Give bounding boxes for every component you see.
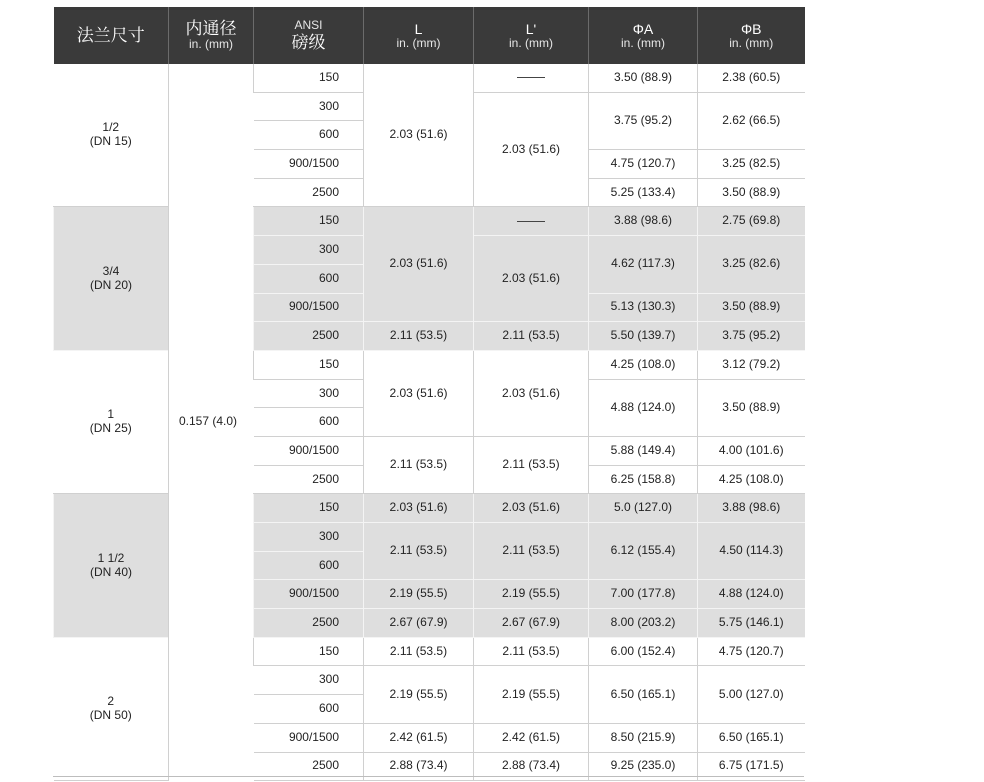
l-cell: 2.42 (61.5) [364,723,474,752]
header-phi-b-unit: in. (mm) [729,35,774,50]
ansi-class-cell: 900/1500 [254,436,364,465]
flange-dn: (DN 50) [89,707,132,722]
phi-b-cell: 3.88 (98.6) [698,494,805,523]
phi-b-cell: 5.75 (146.1) [698,609,805,638]
l-cell: 2.03 (51.6) [364,64,474,207]
phi-b-cell: 2.62 (66.5) [698,92,805,149]
ansi-class-cell: 2500 [254,322,364,351]
l-prime-cell: 2.11 (53.5) [474,436,589,493]
flange-size: 1 1/2 [97,550,125,565]
phi-a-cell: 6.50 (165.1) [589,666,698,723]
phi-b-cell: 3.25 (82.6) [698,236,805,293]
flange-dimension-table-container [53,7,805,781]
header-phi-b-label: ΦB [740,20,762,37]
phi-a-cell: 8.50 (215.9) [589,723,698,752]
header-bore-unit: in. (mm) [189,37,233,52]
ansi-class-cell: 900/1500 [254,580,364,609]
l-prime-cell: 2.19 (55.5) [474,666,589,723]
l-prime-cell: 2.88 (73.4) [474,752,589,781]
header-l-prime-unit: in. (mm) [509,35,553,50]
phi-b-cell: 3.50 (88.9) [698,178,805,207]
l-prime-cell: 2.03 (51.6) [474,92,589,207]
l-prime-cell: 2.19 (55.5) [474,580,589,609]
phi-b-cell: 6.50 (165.1) [698,723,805,752]
phi-b-cell: 4.88 (124.0) [698,580,805,609]
ansi-class-cell: 150 [254,350,364,379]
phi-b-cell: 3.25 (82.5) [698,150,805,179]
phi-a-cell: 6.12 (155.4) [589,523,698,580]
ansi-class-cell: 900/1500 [254,293,364,322]
l-cell: 2.11 (53.5) [364,637,474,666]
flange-dimension-table [53,7,805,781]
ansi-class-cell: 150 [254,637,364,666]
header-flange-size-label: 法兰尺寸 [76,25,145,45]
phi-a-cell: 6.00 (152.4) [589,637,698,666]
phi-a-cell: 3.50 (88.9) [589,64,698,92]
flange-size: 1 [107,407,115,422]
dash-line [517,77,545,78]
ansi-class-cell: 600 [254,551,364,580]
l-cell: 2.03 (51.6) [364,207,474,322]
flange-size-cell [54,64,169,207]
phi-b-cell: 3.75 (95.2) [698,322,805,351]
phi-a-cell: 5.88 (149.4) [589,436,698,465]
l-prime-cell: 2.03 (51.6) [474,494,589,523]
l-cell: 2.03 (51.6) [364,494,474,523]
flange-size: 3/4 [102,263,120,278]
flange-size: 2 [107,694,115,709]
l-cell: 2.19 (55.5) [364,666,474,723]
phi-a-cell: 4.25 (108.0) [589,350,698,379]
l-prime-cell: 2.67 (67.9) [474,609,589,638]
l-cell: 2.88 (73.4) [364,752,474,781]
l-cell: 2.03 (51.6) [364,350,474,436]
header-flange-size [54,7,169,64]
phi-a-cell: 9.25 (235.0) [589,752,698,781]
flange-size-cell [54,207,169,350]
ansi-class-cell: 2500 [254,609,364,638]
phi-a-cell: 4.62 (117.3) [589,236,698,293]
ansi-class-cell: 900/1500 [254,723,364,752]
ansi-class-cell: 300 [254,666,364,695]
ansi-class-cell: 2500 [254,752,364,781]
phi-a-cell: 5.13 (130.3) [589,293,698,322]
l-prime-cell: 2.42 (61.5) [474,723,589,752]
l-prime-cell: 2.11 (53.5) [474,637,589,666]
header-phi-a [589,7,698,64]
ansi-class-cell: 2500 [254,178,364,207]
phi-b-cell: 4.25 (108.0) [698,465,805,494]
header-l [364,7,474,64]
phi-a-cell: 3.75 (95.2) [589,92,698,149]
phi-b-cell: 2.38 (60.5) [698,64,805,92]
phi-b-cell: 4.00 (101.6) [698,436,805,465]
header-bore-label: 内通径 [185,18,237,38]
dash-line [517,221,545,222]
ansi-class-cell: 150 [254,207,364,236]
l-cell: 2.19 (55.5) [364,580,474,609]
ansi-class-cell: 2500 [254,465,364,494]
ansi-class-cell: 600 [254,695,364,724]
ansi-class-cell: 600 [254,264,364,293]
phi-b-cell: 2.75 (69.8) [698,207,805,236]
table-bottom-rule [53,776,804,777]
table-row [54,494,805,523]
phi-b-cell: 5.00 (127.0) [698,666,805,723]
phi-a-cell: 3.88 (98.6) [589,207,698,236]
phi-a-cell: 5.0 (127.0) [589,494,698,523]
table-row [54,207,805,236]
flange-dn: (DN 40) [89,564,132,579]
l-cell: 2.11 (53.5) [364,523,474,580]
l-cell: 2.11 (53.5) [364,322,474,351]
l-prime-cell: 2.03 (51.6) [474,350,589,436]
header-l-prime-label: L' [525,20,537,37]
ansi-class-cell: 300 [254,523,364,552]
phi-a-cell: 5.25 (133.4) [589,178,698,207]
phi-b-cell: 3.12 (79.2) [698,350,805,379]
ansi-class-cell: 300 [254,92,364,121]
flange-size: 1/2 [102,120,120,135]
phi-a-cell: 7.00 (177.8) [589,580,698,609]
flange-dn: (DN 25) [89,421,132,436]
l-prime-cell: 2.03 (51.6) [474,236,589,322]
table-row [54,637,805,666]
phi-a-cell: 8.00 (203.2) [589,609,698,638]
l-cell: 2.11 (53.5) [364,436,474,493]
table-row [54,64,805,92]
flange-dn: (DN 15) [89,134,132,149]
header-phi-a-unit: in. (mm) [621,35,665,50]
l-prime-cell [474,207,589,236]
header-class-label: 磅级 [291,32,326,52]
phi-b-cell: 4.50 (114.3) [698,523,805,580]
header-l-label: L [414,20,423,37]
header-ansi-label: ANSI [294,17,323,32]
l-prime-cell: 2.11 (53.5) [474,523,589,580]
l-cell: 2.67 (67.9) [364,609,474,638]
l-prime-cell [474,64,589,92]
flange-size-cell [54,494,169,637]
phi-a-cell: 5.50 (139.7) [589,322,698,351]
ansi-class-cell: 600 [254,408,364,437]
ansi-class-cell: 150 [254,494,364,523]
header-ansi-class [254,7,364,64]
phi-b-cell: 6.75 (171.5) [698,752,805,781]
header-phi-a-label: ΦA [632,20,654,37]
ansi-class-cell: 600 [254,121,364,150]
header-phi-b [698,7,805,64]
ansi-class-cell: 900/1500 [254,150,364,179]
header-row [54,7,805,64]
phi-a-cell: 4.88 (124.0) [589,379,698,436]
phi-a-cell: 6.25 (158.8) [589,465,698,494]
phi-b-cell: 3.50 (88.9) [698,379,805,436]
l-prime-cell: 2.11 (53.5) [474,322,589,351]
header-l-unit: in. (mm) [396,35,441,50]
table-row [54,350,805,379]
flange-dn: (DN 20) [89,277,132,292]
flange-size-cell [54,637,169,780]
flange-size-cell [54,350,169,493]
phi-b-cell: 4.75 (120.7) [698,637,805,666]
phi-b-cell: 3.50 (88.9) [698,293,805,322]
ansi-class-cell: 300 [254,379,364,408]
phi-a-cell: 4.75 (120.7) [589,150,698,179]
bore-cell: 0.157 (4.0) [169,64,254,781]
header-bore [169,7,254,64]
ansi-class-cell: 150 [254,64,364,92]
ansi-class-cell: 300 [254,236,364,265]
header-l-prime [474,7,589,64]
